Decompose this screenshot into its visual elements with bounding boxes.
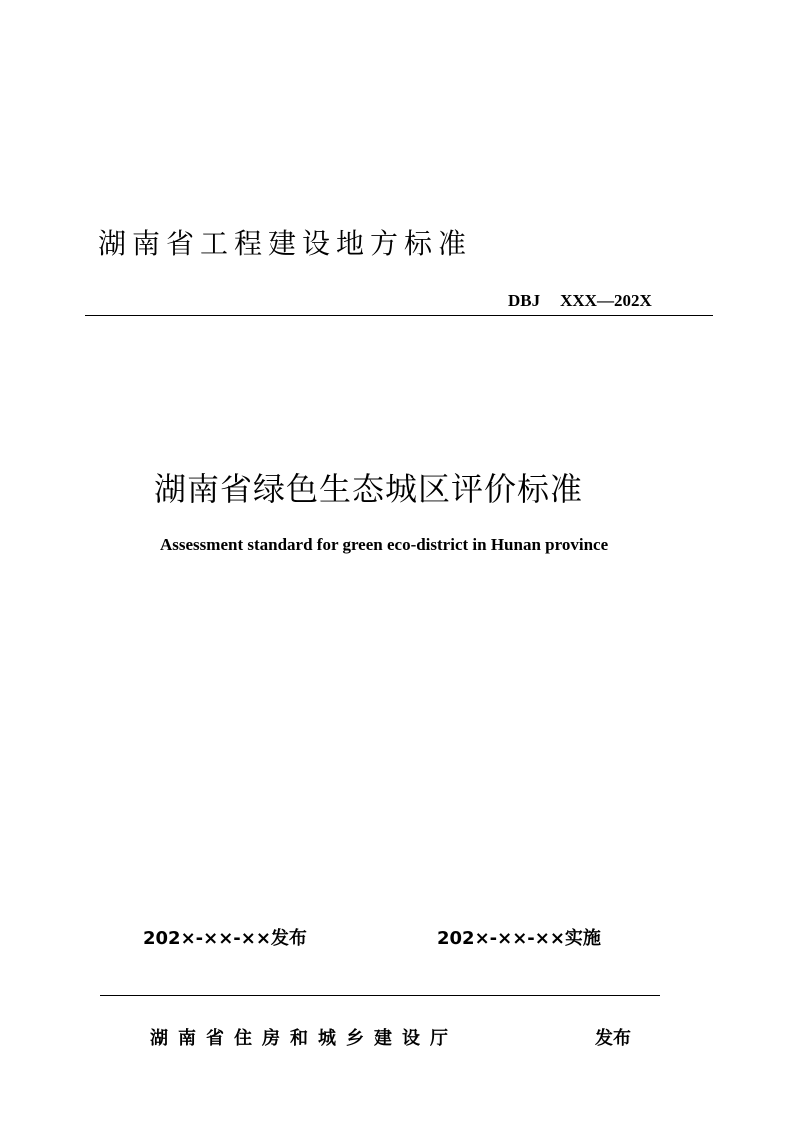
issue-date: 202×-××-××发布: [143, 928, 307, 949]
standard-code: [508, 291, 652, 311]
document-title-chinese: 湖南省绿色生态城区评价标准: [154, 470, 584, 508]
issuing-authority: 湖南省住房和城乡建设厅: [150, 1028, 458, 1049]
issue-label: 发布: [595, 1028, 631, 1049]
standard-code-prefix: DBJ: [508, 291, 541, 310]
series-title: 湖南省工程建设地方标准: [98, 227, 473, 260]
standard-code-number: XXX—202X: [560, 291, 652, 310]
document-title-english: Assessment standard for green eco-district in Hunan province: [160, 535, 609, 554]
effective-date: 202×-××-××实施: [437, 928, 601, 949]
top-divider: [85, 315, 713, 316]
bottom-divider: [100, 995, 660, 996]
